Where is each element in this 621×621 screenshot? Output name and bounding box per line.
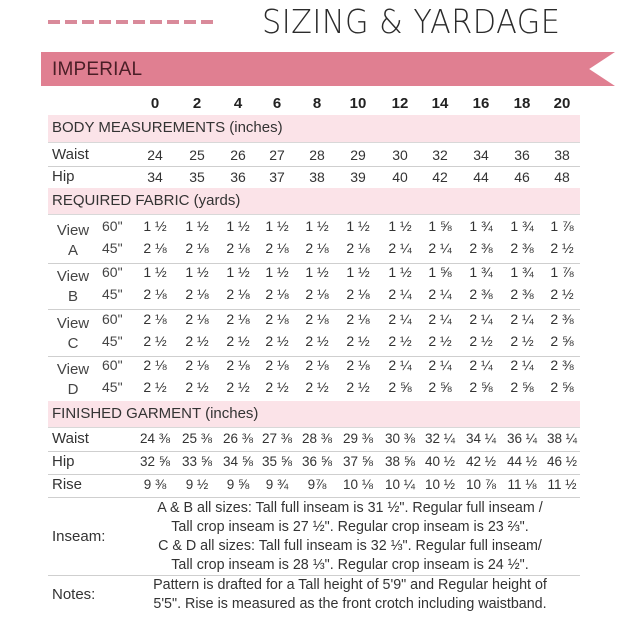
required-fabric-title: REQUIRED FABRIC (yards) [52,192,241,209]
value-cell: 27 [269,147,285,163]
yardage-cell: 1 ½ [226,218,250,234]
decorative-dashed-line [48,20,216,24]
row-label: Rise [52,476,83,493]
view-word: View [56,222,90,239]
measurement-cell: 9 ¾ [265,477,289,492]
yardage-cell: 2 ½ [305,333,329,349]
yardage-cell: 2 ⅛ [226,286,250,302]
yardage-cell: 2 ¼ [510,357,534,373]
yardage-cell: 2 ½ [185,333,209,349]
measurement-cell: 28 ⅜ [301,431,333,446]
yardage-cell: 1 ½ [226,264,250,280]
value-cell: 36 [514,147,530,163]
view-label [48,360,98,400]
yardage-cell: 2 ⅜ [469,240,493,256]
yardage-cell: 1 ½ [265,264,289,280]
yardage-cell: 2 ½ [469,333,493,349]
yardage-cell: 2 ⅛ [346,286,370,302]
yardage-cell: 2 ⅛ [143,240,167,256]
row-label: Hip [52,168,75,185]
value-cell: 34 [147,169,163,185]
yardage-cell: 2 ⅜ [550,357,574,373]
row-label: Waist [52,430,89,447]
value-cell: 48 [554,169,570,185]
yardage-cell: 2 ⅜ [469,286,493,302]
measurement-cell: 9 ⅜ [143,477,167,492]
yardage-cell: 2 ¼ [428,240,452,256]
yardage-cell: 2 ⅛ [305,240,329,256]
yardage-cell: 1 ½ [185,264,209,280]
yardage-cell: 2 ½ [346,333,370,349]
measurement-cell: 44 ½ [506,454,538,469]
size-header: 2 [192,95,202,112]
measurement-cell: 10 ⅞ [465,477,497,492]
view-letter: B [67,288,78,305]
fabric-width-label: 45" [102,286,123,302]
measurement-cell: 11 ⅛ [507,477,537,492]
yardage-cell: 2 ½ [265,379,289,395]
size-header: 0 [150,95,160,112]
size-header: 14 [431,95,449,112]
size-header: 18 [513,95,531,112]
size-header: 8 [312,95,322,112]
view-word: View [56,361,90,378]
value-cell: 39 [350,169,366,185]
yardage-cell: 2 ⅛ [265,311,289,327]
yardage-cell: 2 ½ [226,333,250,349]
value-cell: 46 [514,169,530,185]
yardage-cell: 1 ½ [305,264,329,280]
measurement-cell: 11 ½ [547,477,577,492]
yardage-cell: 1 ½ [346,264,370,280]
notes-line: Pattern is drafted for a Tall height of 5'9" and Regular height of [153,577,547,593]
measurement-cell: 10 ½ [424,477,456,492]
measurement-cell: 32 ¼ [424,431,456,446]
inseam-text [120,499,580,575]
value-cell: 26 [230,147,246,163]
inseam-line: Tall crop inseam is 28 ⅓". Regular crop inseam is 24 ½". [171,557,529,573]
view-letter: C [67,335,79,352]
yardage-cell: 2 ½ [305,379,329,395]
measurement-cell: 10 ¼ [384,477,416,492]
yardage-cell: 2 ¼ [388,357,412,373]
yardage-cell: 2 ¼ [510,311,534,327]
inseam-label: Inseam: [52,528,106,545]
yardage-cell: 1 ½ [346,218,370,234]
divider [48,309,580,310]
yardage-cell: 2 ¼ [428,357,452,373]
measurement-cell: 34 ⅝ [222,454,254,469]
divider [48,497,580,498]
divider [48,474,580,475]
value-cell: 28 [309,147,325,163]
yardage-cell: 2 ⅛ [346,311,370,327]
yardage-cell: 2 ⅛ [143,357,167,373]
view-label [48,267,98,307]
yardage-cell: 2 ¼ [388,240,412,256]
measurement-cell: 42 ½ [465,454,497,469]
yardage-cell: 2 ⅜ [510,286,534,302]
value-cell: 44 [473,169,489,185]
measurement-cell: 37 ⅝ [342,454,374,469]
notes-label: Notes: [52,586,96,603]
yardage-cell: 2 ¼ [388,286,412,302]
size-header: 6 [272,95,282,112]
yardage-cell: 2 ½ [143,379,167,395]
notes-text [120,576,580,614]
value-cell: 38 [309,169,325,185]
yardage-cell: 2 ⅛ [226,311,250,327]
yardage-cell: 2 ⅛ [346,240,370,256]
value-cell: 24 [147,147,163,163]
value-cell: 35 [189,169,205,185]
view-letter: A [67,242,78,259]
measurement-cell: 35 ⅝ [261,454,293,469]
row-label: Hip [52,453,75,470]
yardage-cell: 2 ⅛ [265,286,289,302]
yardage-cell: 2 ⅛ [143,286,167,302]
size-header: 10 [349,95,367,112]
yardage-cell: 2 ½ [428,333,452,349]
row-label: Waist [52,146,89,163]
yardage-cell: 1 ¾ [510,218,534,234]
yardage-cell: 1 ¾ [469,264,493,280]
measurement-cell: 9 ½ [185,477,209,492]
measurement-cell: 29 ⅜ [342,431,374,446]
inseam-line: C & D all sizes: Tall full inseam is 32 ⅓". Regular full inseam/ [158,538,542,554]
yardage-cell: 2 ¼ [469,357,493,373]
measurement-cell: 36 ¼ [506,431,538,446]
yardage-cell: 2 ¼ [469,311,493,327]
measurement-cell: 24 ⅜ [139,431,171,446]
value-cell: 29 [350,147,366,163]
value-cell: 40 [392,169,408,185]
yardage-cell: 1 ½ [388,218,412,234]
value-cell: 32 [432,147,448,163]
value-cell: 42 [432,169,448,185]
yardage-cell: 2 ½ [143,333,167,349]
yardage-cell: 2 ⅝ [550,333,574,349]
yardage-cell: 2 ⅛ [226,357,250,373]
yardage-cell: 2 ⅛ [305,286,329,302]
yardage-cell: 1 ¾ [510,264,534,280]
yardage-cell: 2 ⅜ [550,311,574,327]
finished-garment-title: FINISHED GARMENT (inches) [52,405,259,422]
measurement-cell: 38 ⅝ [384,454,416,469]
yardage-cell: 1 ¾ [469,218,493,234]
measurement-cell: 26 ⅜ [222,431,254,446]
yardage-cell: 2 ½ [550,286,574,302]
measurement-cell: 34 ¼ [465,431,497,446]
yardage-cell: 2 ⅛ [305,311,329,327]
view-word: View [56,268,90,285]
yardage-cell: 2 ⅝ [388,379,412,395]
yardage-cell: 1 ½ [143,218,167,234]
value-cell: 25 [189,147,205,163]
yardage-cell: 2 ⅝ [550,379,574,395]
yardage-cell: 2 ⅛ [185,286,209,302]
measurement-cell: 33 ⅝ [181,454,213,469]
measurement-cell: 46 ½ [546,454,578,469]
measurement-cell: 38 ¼ [546,431,578,446]
measurement-cell: 40 ½ [424,454,456,469]
measurement-cell: 10 ⅛ [342,477,374,492]
view-label [48,314,98,354]
fabric-width-label: 60" [102,218,123,234]
yardage-cell: 2 ¼ [428,311,452,327]
fabric-width-label: 60" [102,357,123,373]
yardage-cell: 2 ½ [388,333,412,349]
yardage-cell: 2 ⅛ [265,357,289,373]
inseam-line: Tall crop inseam is 27 ½". Regular crop inseam is 23 ⅔". [171,519,529,535]
notes-line: 5'5". Rise is measured as the front crotch including waistband. [153,596,547,612]
yardage-cell: 1 ⅝ [428,218,452,234]
divider [48,166,580,167]
yardage-cell: 2 ⅜ [510,240,534,256]
divider [48,451,580,452]
view-letter: D [67,381,79,398]
measurement-cell: 30 ⅜ [384,431,416,446]
value-cell: 30 [392,147,408,163]
page-title: SIZING & YARDAGE [262,2,561,41]
fabric-width-label: 60" [102,264,123,280]
yardage-cell: 1 ½ [265,218,289,234]
measurement-cell: 32 ⅝ [139,454,171,469]
yardage-cell: 2 ⅛ [305,357,329,373]
yardage-cell: 2 ⅛ [185,357,209,373]
yardage-cell: 2 ½ [265,333,289,349]
value-cell: 37 [269,169,285,185]
measurement-cell: 36 ⅝ [301,454,333,469]
fabric-width-label: 60" [102,311,123,327]
yardage-cell: 2 ⅛ [346,357,370,373]
yardage-cell: 2 ½ [185,379,209,395]
yardage-cell: 2 ⅝ [428,379,452,395]
yardage-cell: 2 ⅛ [265,240,289,256]
size-header: 16 [472,95,490,112]
measurement-cell: 9 ⅝ [226,477,250,492]
view-label [48,221,98,261]
yardage-cell: 2 ½ [346,379,370,395]
yardage-cell: 1 ½ [143,264,167,280]
measurement-cell: 27 ⅜ [261,431,293,446]
yardage-cell: 2 ½ [550,240,574,256]
yardage-cell: 1 ⅞ [550,264,574,280]
value-cell: 34 [473,147,489,163]
yardage-cell: 2 ⅛ [143,311,167,327]
banner-label: IMPERIAL [52,59,143,80]
measurement-cell: 25 ⅜ [181,431,213,446]
yardage-cell: 1 ½ [185,218,209,234]
yardage-cell: 2 ½ [226,379,250,395]
fabric-width-label: 45" [102,333,123,349]
yardage-cell: 1 ⅞ [550,218,574,234]
inseam-line: A & B all sizes: Tall full inseam is 31 ½". Regular full inseam / [157,500,543,516]
yardage-cell: 2 ½ [510,333,534,349]
size-header: 12 [391,95,409,112]
value-cell: 38 [554,147,570,163]
yardage-cell: 2 ⅛ [226,240,250,256]
yardage-cell: 2 ⅛ [185,240,209,256]
size-header: 4 [233,95,243,112]
view-word: View [56,315,90,332]
yardage-cell: 2 ⅝ [510,379,534,395]
yardage-cell: 2 ¼ [428,286,452,302]
yardage-cell: 1 ⅝ [428,264,452,280]
yardage-cell: 2 ⅛ [185,311,209,327]
yardage-cell: 1 ½ [305,218,329,234]
value-cell: 36 [230,169,246,185]
body-measurements-title: BODY MEASUREMENTS (inches) [52,119,283,136]
yardage-cell: 1 ½ [388,264,412,280]
yardage-cell: 2 ¼ [388,311,412,327]
fabric-width-label: 45" [102,240,123,256]
fabric-width-label: 45" [102,379,123,395]
measurement-cell: 9⅞ [307,477,327,492]
yardage-cell: 2 ⅝ [469,379,493,395]
size-header: 20 [553,95,571,112]
